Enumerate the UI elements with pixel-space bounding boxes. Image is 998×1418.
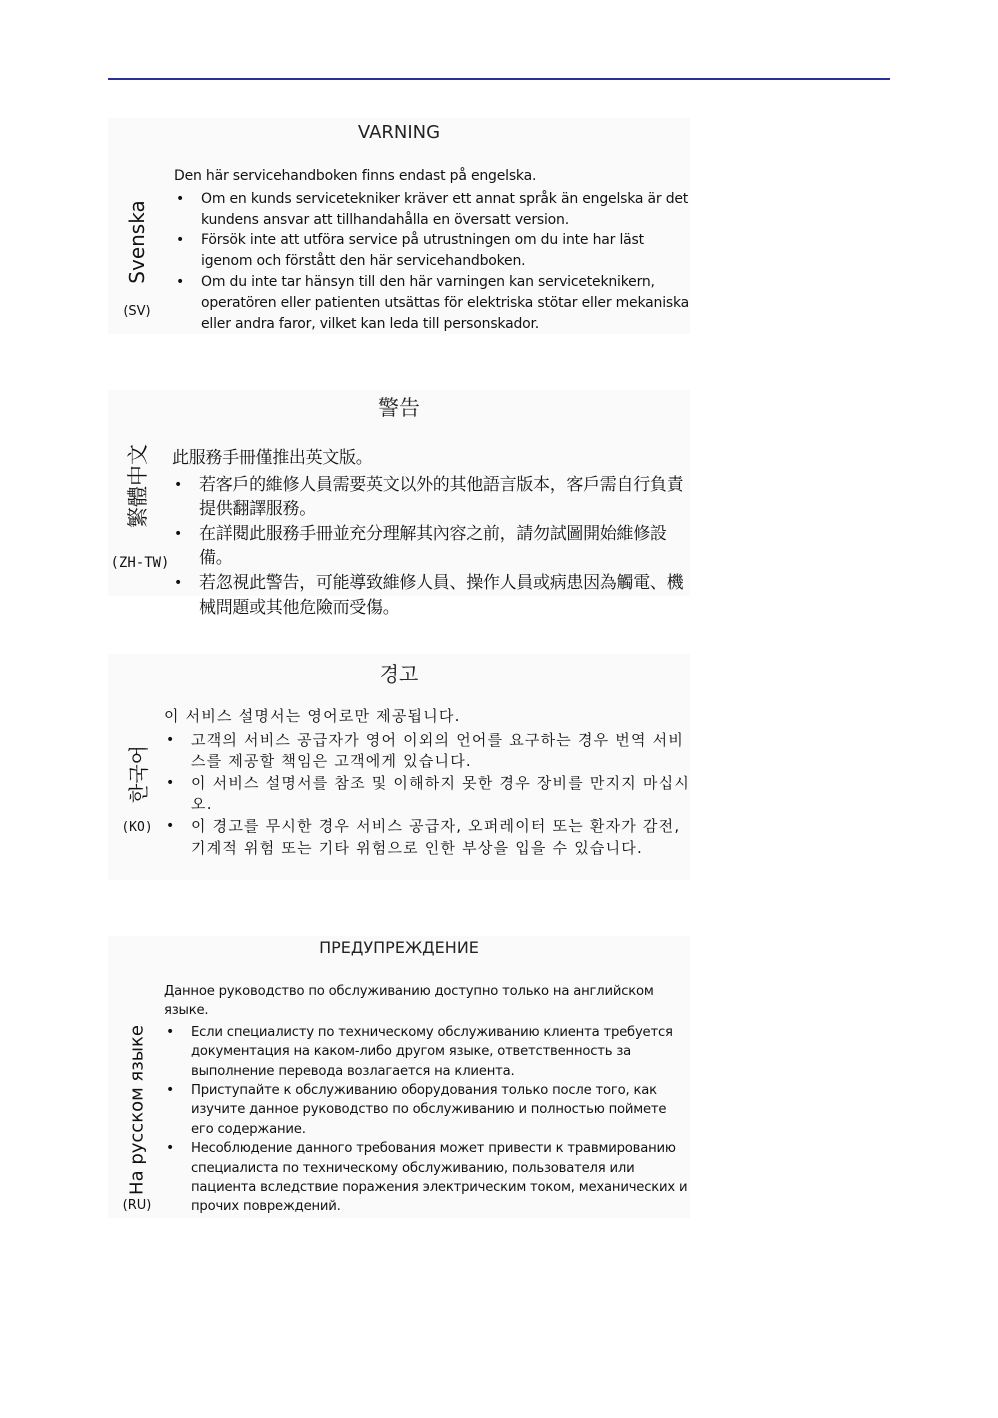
list-item: • 在詳閱此服務手冊並充分理解其內容之前，請勿試圖開始維修設備。	[174, 523, 667, 569]
bullet-icon: •	[166, 817, 176, 834]
list-item: • Если специалисту по техническому обслуживанию клиента требуется документация на каком-либо другом языке, ответственность за выполнение перевода возлагается на клиента.	[166, 1023, 673, 1079]
bullet-list	[164, 730, 690, 860]
bullet-list	[164, 1023, 690, 1217]
list-item: • Несоблюдение данного требования может привести к травмированию специалиста по техническому обслуживанию, пользователя или пациента вследствие поражения электрическим током, механических и прочих повреждений.	[166, 1140, 688, 1215]
bullet-icon: •	[176, 232, 185, 249]
bullet-icon: •	[166, 1082, 175, 1099]
warning-block-ko	[108, 654, 690, 880]
bullet-list	[174, 189, 690, 335]
list-item: • 이 경고를 무시한 경우 서비스 공급자, 오퍼레이터 또는 환자가 감전, 기계적 위험 또는 기타 위험으로 인한 부상을 입을 수 있습니다.	[166, 816, 681, 857]
language-name: 한국어	[126, 745, 151, 803]
intro-text: Данное руководство по обслуживанию доступно только на английском языке.	[164, 984, 654, 1019]
section-heading: ПРЕДУПРЕЖДЕНИЕ	[319, 938, 479, 957]
bullet-icon: •	[174, 574, 182, 591]
intro-text: Den här servicehandboken finns endast på engelska.	[174, 168, 537, 184]
list-item: • 고객의 서비스 공급자가 영어 이외의 언어를 요구하는 경우 번역 서비스를 제공할 책임은 고객에게 있습니다.	[166, 730, 685, 771]
list-item: • Om du inte tar hänsyn till den här varningen kan serviceteknikern, operatören eller patienten utsättas för elektriska stötar eller mekaniska eller andra faror, vilket kan leda till personskador.	[176, 273, 690, 332]
warning-text	[164, 706, 690, 859]
intro-text: 此服務手冊僅推出英文版。	[172, 448, 373, 468]
list-item: • 若客戶的維修人員需要英文以外的其他語言版本，客戶需自行負責提供翻譯服務。	[174, 474, 684, 520]
list-item: • Försök inte att utföra service på utrustningen om du inte har läst igenom och förstått den här servicehandboken.	[176, 232, 644, 270]
language-name: Svenska	[125, 200, 149, 284]
language-name: На русском языке	[126, 1025, 148, 1195]
bullet-list	[172, 473, 690, 621]
language-name: 繁體中文	[126, 444, 150, 528]
warning-text	[172, 446, 690, 620]
warning-block-zh-tw	[108, 390, 690, 618]
language-code: (ZH-TW)	[110, 555, 170, 571]
section-heading: 警告	[378, 396, 420, 420]
bullet-icon: •	[176, 190, 185, 207]
list-item: • Om en kunds servicetekniker kräver ett annat språk än engelska är det kundens ansvar att tillhandahålla en översatt version.	[176, 190, 689, 228]
bullet-icon: •	[166, 1140, 175, 1157]
warning-text	[164, 982, 690, 1217]
bullet-icon: •	[174, 525, 182, 542]
language-code: (SV)	[123, 304, 151, 319]
language-code: (KO)	[121, 820, 153, 835]
bullet-icon: •	[174, 476, 182, 493]
list-item: • Приступайте к обслуживанию оборудования только после того, как изучите данное руководство по обслуживанию и полностью поймете его содержание.	[166, 1082, 667, 1137]
intro-text: 이 서비스 설명서는 영어로만 제공됩니다.	[164, 707, 461, 725]
bullet-icon: •	[166, 731, 176, 748]
header-rule	[108, 78, 890, 80]
language-code: (RU)	[122, 1198, 152, 1213]
list-item: • 若忽視此警告，可能導致維修人員、操作人員或病患因為觸電、機械問題或其他危險而受傷。	[174, 572, 684, 618]
bullet-icon: •	[176, 273, 185, 290]
bullet-icon: •	[166, 1023, 175, 1040]
warning-text	[174, 166, 690, 334]
list-item: • 이 서비스 설명서를 참조 및 이해하지 못한 경우 장비를 만지지 마십시오.	[166, 773, 691, 814]
section-heading: 경고	[379, 662, 419, 686]
bullet-icon: •	[166, 774, 176, 791]
warning-block-sv	[108, 118, 690, 334]
section-heading: VARNING	[357, 122, 441, 143]
warning-block-ru	[108, 936, 690, 1218]
